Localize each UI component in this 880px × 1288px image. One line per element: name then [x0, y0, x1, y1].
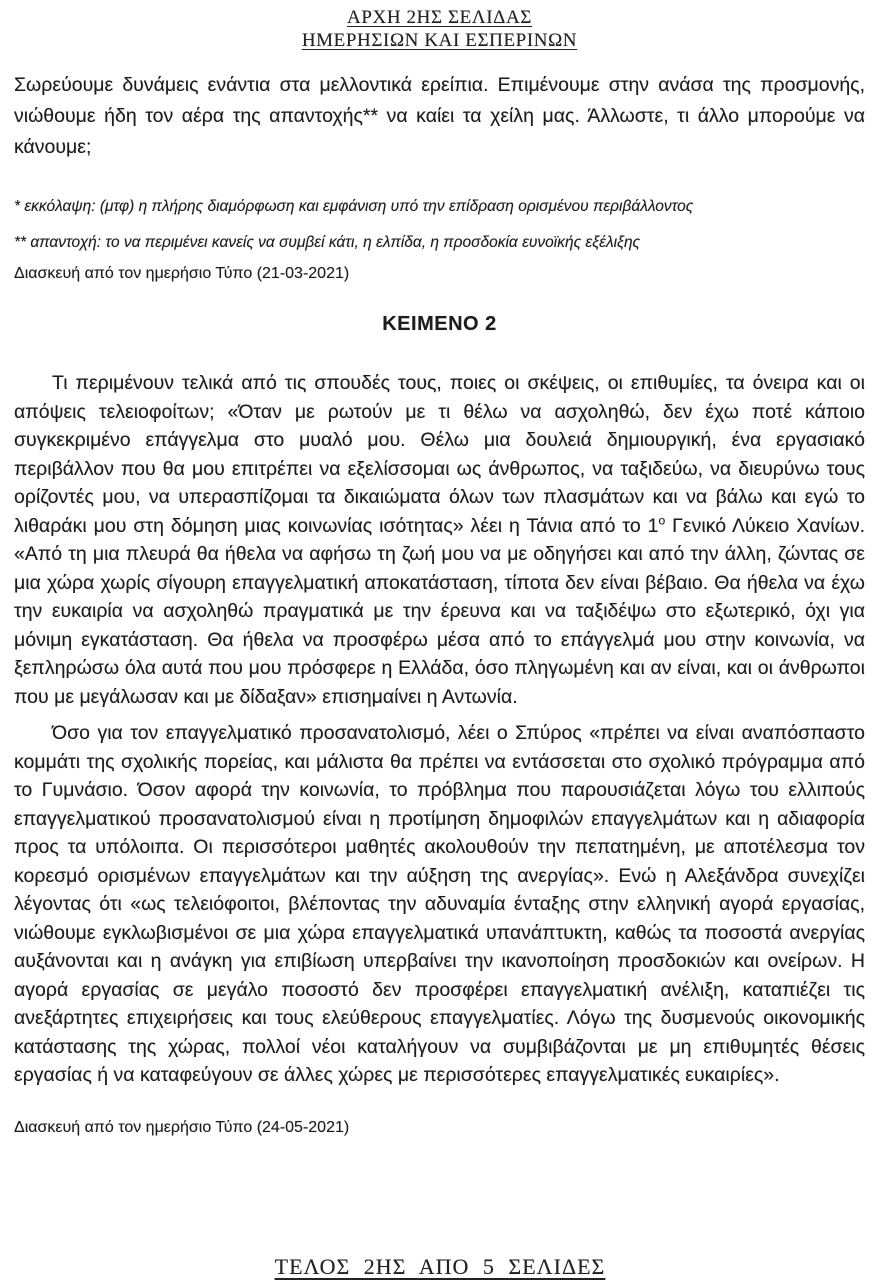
page-footer-text: ΤΕΛΟΣ 2ΗΣ ΑΠΟ 5 ΣΕΛΙΔΕΣ [274, 1254, 606, 1279]
page-header-line1: ΑΡΧΗ 2ΗΣ ΣΕΛΙΔΑΣ [347, 7, 532, 28]
page-footer [0, 1254, 880, 1280]
text2-paragraph2: Όσο για τον επαγγελματικό προσανατολισμό, λέει ο Σπύρος «πρέπει να είναι αναπόσπαστο κομμάτι της σχολικής πορείας, και μάλιστα θα πρέπει να εντάσσεται στο σχολικό πρόγραμμα από το Γυμνάσιο. Όσον αφορά την κοινωνία, το πρόβλημα που παρουσιάζεται λόγω του ελλιπούς επαγγελματικού προσανατολισμού είναι η προτίμηση δημοφιλών επαγγελμάτων και η αδιαφορία προς τα υπόλοιπα. Οι περισσότεροι μαθητές ακολουθούν την πεπατημένη, με αποτέλεσμα τον κορεσμό ορισμένων επαγγελμάτων και την αύξηση της ανεργίας». Ενώ η Αλεξάνδρα συνεχίζει λέγοντας ότι «ως τελειόφοιτοι, βλέποντας την αδυναμία ένταξης στην ελληνική αγορά εργασίας, νιώθουμε εγκλωβισμένοι σε μια χώρα επαγγελματικά υπανάπτυκτη, καθώς τα ποσοστά ανεργίας αυξάνονται και η ανάγκη για επιβίωση υπερβαίνει την ικανοποίηση προσδοκιών και ονείρων. Η αγορά εργασίας σε μεγάλο ποσοστό δεν προσφέρει επαγγελματική ανέλιξη, καταπιέζει τις ανεξάρτητες επιχειρήσεις και τους ελεύθερους επαγγελματίες. Λόγω της δυσμενούς οικονομικής κατάστασης της χώρας, πολλοί νέοι καταλήγουν να συμβιβάζονται με μη επιθυμητές θέσεις εργασίας ή να καταφεύγουν σε άλλες χώρες με περισσότερες επαγγελματικές ευκαιρίες». [14, 722, 865, 1086]
page-header-line2: ΗΜΕΡΗΣΙΩΝ ΚΑΙ ΕΣΠΕΡΙΝΩΝ [301, 30, 578, 51]
text2-paragraph1: Τι περιμένουν τελικά από τις σπουδές τους, ποιες οι σκέψεις, οι επιθυμίες, τα όνειρα και οι απόψεις τελειοφοίτων; «Όταν με ρωτούν με τι θέλω να ασχοληθώ, δεν έχω ποτέ κάποιο συγκεκριμένο επάγγελμα στο μυαλό μου. Θέλω μια δουλειά δημιουργική, ένα εργασιακό περιβάλλον που θα μου επιτρέπει να εξελίσσομαι ως άνθρωπος, να ταξιδεύω, να διευρύνω τους ορίζοντές μου, να υπερασπίζομαι τα δικαιώματα όλων των πλασμάτων και να βάλω και εγώ το λιθαράκι μου στη δόμηση μιας κοινωνίας ισότητας» λέει η Τάνια από το $1^o$ Γενικό Λύκειο Χανίων. «Από τη μια πλευρά θα ήθελα να αφήσω τη ζωή μου να με οδηγήσει και από την άλλη, ζώντας σε μια χώρα χωρίς σίγουρη επαγγελματική αποκατάσταση, τίποτα δεν είναι βέβαιο. Θα ήθελα να έχω την ευκαιρία να ασχοληθώ πραγματικά με την έρευνα και να ταξιδέψω στο εξωτερικό, όχι για μόνιμη εγκατάσταση. Θα ήθελα να προσφέρω μέσα από το επάγγελμά μου στην κοινωνία, να ξεπληρώσω όλα αυτά που μου πρόσφερε η Ελλάδα, όσο πληγωμένη και αν είναι, και οι άνθρωποι που με μεγάλωσαν και με δίδαξαν» επισημαίνει η Αντωνία. [14, 372, 865, 708]
text2-title: ΚΕΙΜΕΝΟ 2 [382, 313, 497, 335]
text2-source: Διασκευή από τον ημερήσιο Τύπο (24-05-2021) [14, 1118, 350, 1136]
page-header [14, 6, 865, 52]
text1-source: Διασκευή από τον ημερήσιο Τύπο (21-03-2021) [14, 265, 350, 282]
text1-paragraph: Σωρεύουμε δυνάμεις ενάντια στα μελλοντικά ερείπια. Επιμένουμε στην ανάσα της προσμονής, νιώθουμε ήδη τον αέρα της απαντοχής** να καίει τα χείλη μας. Άλλωστε, τι άλλο μπορούμε να κάνουμε; [14, 74, 865, 158]
footnote-apantochi: ** απαντοχή: το να περιμένει κανείς να συμβεί κάτι, η ελπίδα, η προσδοκία ευνοϊκής εξέλιξης [14, 234, 641, 251]
footnote-ekkolapsi: * εκκόλαψη: (μτφ) η πλήρης διαμόρφωση και εμφάνιση υπό την επίδραση ορισμένου περιβάλλοντος [14, 198, 694, 215]
